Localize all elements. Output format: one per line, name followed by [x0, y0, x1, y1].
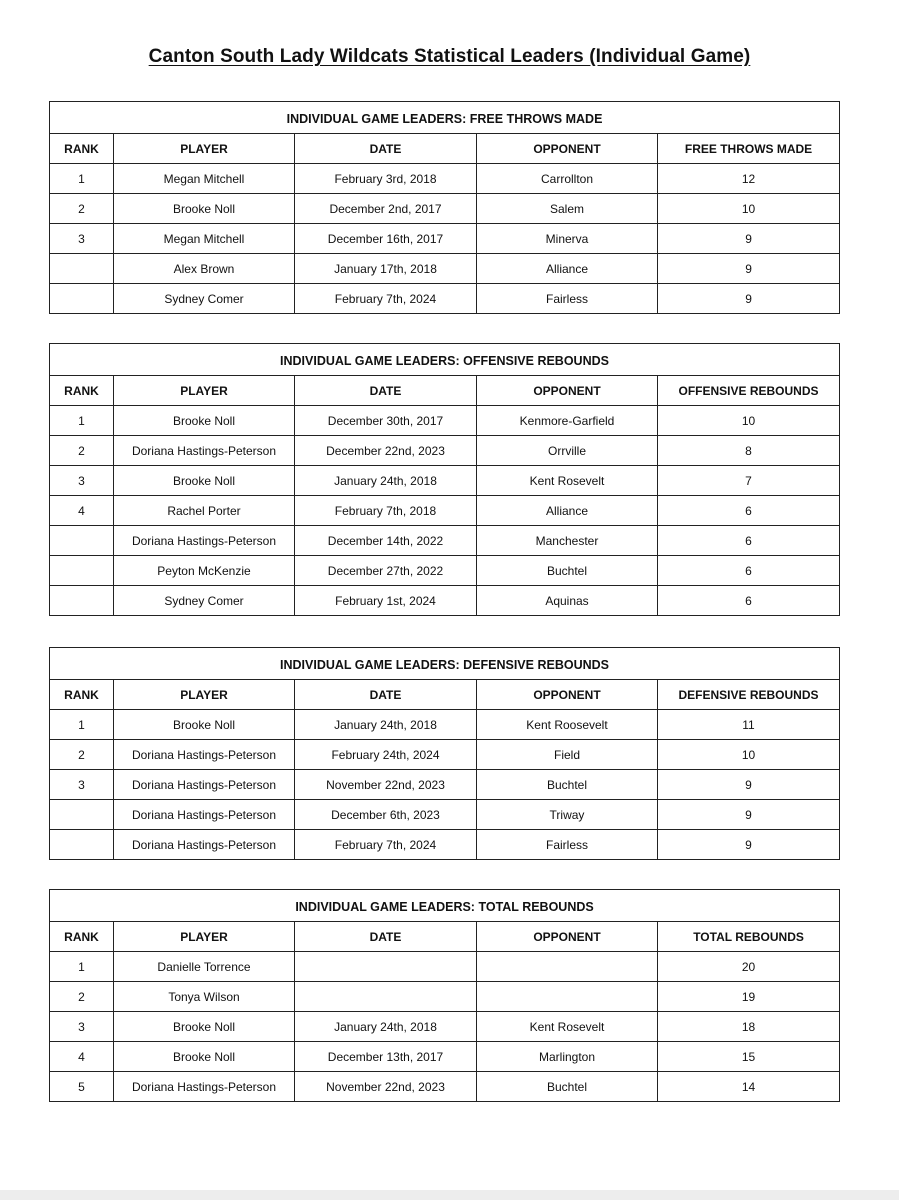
table-heading: INDIVIDUAL GAME LEADERS: DEFENSIVE REBOUNDS: [50, 648, 840, 680]
cell-opponent: Buchtel: [477, 770, 658, 800]
cell-rank: 5: [50, 1072, 114, 1102]
cell-date: January 24th, 2018: [295, 710, 477, 740]
table-row: [50, 1072, 840, 1102]
cell-stat-value: 9: [658, 254, 840, 284]
cell-player: Danielle Torrence: [114, 952, 295, 982]
cell-opponent: Minerva: [477, 224, 658, 254]
table-row: [50, 224, 840, 254]
cell-stat-value: 9: [658, 224, 840, 254]
cell-date: December 22nd, 2023: [295, 436, 477, 466]
table-row: [50, 800, 840, 830]
table-row: [50, 770, 840, 800]
cell-date: November 22nd, 2023: [295, 770, 477, 800]
cell-player: Rachel Porter: [114, 496, 295, 526]
cell-stat-value: 6: [658, 496, 840, 526]
cell-opponent: Orrville: [477, 436, 658, 466]
cell-rank: 3: [50, 224, 114, 254]
cell-player: Peyton McKenzie: [114, 556, 295, 586]
cell-rank: [50, 556, 114, 586]
table-row: [50, 740, 840, 770]
cell-opponent: Fairless: [477, 284, 658, 314]
table-row: [50, 1012, 840, 1042]
cell-stat-value: 10: [658, 194, 840, 224]
cell-stat-value: 18: [658, 1012, 840, 1042]
cell-player: Doriana Hastings-Peterson: [114, 770, 295, 800]
cell-player: Doriana Hastings-Peterson: [114, 740, 295, 770]
cell-opponent: Triway: [477, 800, 658, 830]
cell-player: Brooke Noll: [114, 406, 295, 436]
column-header-player: PLAYER: [114, 134, 295, 164]
cell-rank: [50, 800, 114, 830]
cell-opponent: [477, 982, 658, 1012]
cell-rank: [50, 586, 114, 616]
cell-date: [295, 952, 477, 982]
offensive-rebounds-table: [49, 343, 840, 616]
column-header-stat: FREE THROWS MADE: [658, 134, 840, 164]
cell-rank: 3: [50, 466, 114, 496]
cell-rank: [50, 254, 114, 284]
cell-stat-value: 9: [658, 770, 840, 800]
column-header-stat: TOTAL REBOUNDS: [658, 922, 840, 952]
table-row: [50, 556, 840, 586]
cell-rank: [50, 830, 114, 860]
cell-rank: 3: [50, 770, 114, 800]
table-row: [50, 466, 840, 496]
defensive-rebounds-table: [49, 647, 840, 860]
cell-player: Brooke Noll: [114, 194, 295, 224]
cell-date: [295, 982, 477, 1012]
cell-player: Doriana Hastings-Peterson: [114, 830, 295, 860]
cell-opponent: Buchtel: [477, 556, 658, 586]
cell-player: Alex Brown: [114, 254, 295, 284]
cell-rank: 4: [50, 496, 114, 526]
cell-rank: 1: [50, 406, 114, 436]
cell-player: Megan Mitchell: [114, 164, 295, 194]
cell-opponent: Kenmore-Garfield: [477, 406, 658, 436]
cell-stat-value: 11: [658, 710, 840, 740]
cell-player: Sydney Comer: [114, 586, 295, 616]
cell-opponent: Aquinas: [477, 586, 658, 616]
cell-player: Brooke Noll: [114, 710, 295, 740]
free-throws-table: [49, 101, 840, 314]
column-header-opponent: OPPONENT: [477, 680, 658, 710]
cell-date: January 24th, 2018: [295, 466, 477, 496]
cell-stat-value: 8: [658, 436, 840, 466]
cell-rank: 1: [50, 952, 114, 982]
column-header-rank: RANK: [50, 922, 114, 952]
page-title: Canton South Lady Wildcats Statistical Leaders (Individual Game): [148, 46, 751, 67]
cell-rank: 2: [50, 194, 114, 224]
column-header-date: DATE: [295, 134, 477, 164]
cell-date: February 7th, 2024: [295, 830, 477, 860]
column-header-rank: RANK: [50, 134, 114, 164]
cell-date: December 13th, 2017: [295, 1042, 477, 1072]
column-header-date: DATE: [295, 376, 477, 406]
page-bottom-edge: [0, 1190, 899, 1200]
cell-player: Tonya Wilson: [114, 982, 295, 1012]
cell-date: February 7th, 2018: [295, 496, 477, 526]
cell-player: Brooke Noll: [114, 466, 295, 496]
cell-opponent: Salem: [477, 194, 658, 224]
cell-opponent: Kent Rosevelt: [477, 1012, 658, 1042]
cell-date: December 6th, 2023: [295, 800, 477, 830]
cell-date: December 30th, 2017: [295, 406, 477, 436]
column-header-opponent: OPPONENT: [477, 922, 658, 952]
table-row: [50, 164, 840, 194]
cell-stat-value: 9: [658, 830, 840, 860]
cell-player: Brooke Noll: [114, 1012, 295, 1042]
table-row: [50, 982, 840, 1012]
cell-date: December 2nd, 2017: [295, 194, 477, 224]
table-heading: INDIVIDUAL GAME LEADERS: OFFENSIVE REBOUNDS: [50, 344, 840, 376]
cell-stat-value: 12: [658, 164, 840, 194]
cell-stat-value: 19: [658, 982, 840, 1012]
cell-date: February 7th, 2024: [295, 284, 477, 314]
total-rebounds-table: [49, 889, 840, 1102]
cell-opponent: Kent Roosevelt: [477, 710, 658, 740]
cell-rank: 2: [50, 436, 114, 466]
cell-stat-value: 9: [658, 284, 840, 314]
cell-opponent: Alliance: [477, 496, 658, 526]
cell-stat-value: 6: [658, 526, 840, 556]
cell-rank: 3: [50, 1012, 114, 1042]
table-row: [50, 952, 840, 982]
cell-date: November 22nd, 2023: [295, 1072, 477, 1102]
table-row: [50, 254, 840, 284]
column-header-player: PLAYER: [114, 922, 295, 952]
table-row: [50, 194, 840, 224]
column-header-stat: DEFENSIVE REBOUNDS: [658, 680, 840, 710]
cell-player: Megan Mitchell: [114, 224, 295, 254]
table-row: [50, 1042, 840, 1072]
cell-opponent: Field: [477, 740, 658, 770]
cell-stat-value: 10: [658, 406, 840, 436]
column-header-opponent: OPPONENT: [477, 134, 658, 164]
table-heading: INDIVIDUAL GAME LEADERS: FREE THROWS MADE: [50, 102, 840, 134]
table-row: [50, 496, 840, 526]
cell-stat-value: 6: [658, 586, 840, 616]
table-row: [50, 586, 840, 616]
column-header-opponent: OPPONENT: [477, 376, 658, 406]
cell-player: Doriana Hastings-Peterson: [114, 800, 295, 830]
cell-stat-value: 10: [658, 740, 840, 770]
column-header-stat: OFFENSIVE REBOUNDS: [658, 376, 840, 406]
cell-player: Sydney Comer: [114, 284, 295, 314]
cell-opponent: Manchester: [477, 526, 658, 556]
cell-date: January 24th, 2018: [295, 1012, 477, 1042]
cell-date: December 14th, 2022: [295, 526, 477, 556]
cell-date: February 1st, 2024: [295, 586, 477, 616]
cell-stat-value: 7: [658, 466, 840, 496]
table-heading: INDIVIDUAL GAME LEADERS: TOTAL REBOUNDS: [50, 890, 840, 922]
cell-stat-value: 14: [658, 1072, 840, 1102]
table-row: [50, 436, 840, 466]
cell-player: Brooke Noll: [114, 1042, 295, 1072]
cell-rank: 2: [50, 982, 114, 1012]
cell-opponent: Fairless: [477, 830, 658, 860]
cell-rank: 4: [50, 1042, 114, 1072]
cell-stat-value: 6: [658, 556, 840, 586]
cell-stat-value: 15: [658, 1042, 840, 1072]
cell-rank: [50, 284, 114, 314]
cell-date: February 24th, 2024: [295, 740, 477, 770]
cell-opponent: Marlington: [477, 1042, 658, 1072]
table-row: [50, 406, 840, 436]
column-header-rank: RANK: [50, 376, 114, 406]
table-row: [50, 526, 840, 556]
column-header-player: PLAYER: [114, 680, 295, 710]
cell-stat-value: 9: [658, 800, 840, 830]
cell-date: December 27th, 2022: [295, 556, 477, 586]
cell-stat-value: 20: [658, 952, 840, 982]
cell-player: Doriana Hastings-Peterson: [114, 436, 295, 466]
cell-rank: 1: [50, 164, 114, 194]
cell-rank: 2: [50, 740, 114, 770]
cell-rank: 1: [50, 710, 114, 740]
cell-date: January 17th, 2018: [295, 254, 477, 284]
cell-opponent: [477, 952, 658, 982]
table-row: [50, 284, 840, 314]
cell-opponent: Carrollton: [477, 164, 658, 194]
column-header-rank: RANK: [50, 680, 114, 710]
table-row: [50, 830, 840, 860]
cell-opponent: Buchtel: [477, 1072, 658, 1102]
cell-date: December 16th, 2017: [295, 224, 477, 254]
cell-rank: [50, 526, 114, 556]
cell-date: February 3rd, 2018: [295, 164, 477, 194]
table-row: [50, 710, 840, 740]
cell-opponent: Kent Rosevelt: [477, 466, 658, 496]
cell-player: Doriana Hastings-Peterson: [114, 526, 295, 556]
cell-player: Doriana Hastings-Peterson: [114, 1072, 295, 1102]
column-header-date: DATE: [295, 922, 477, 952]
cell-opponent: Alliance: [477, 254, 658, 284]
column-header-player: PLAYER: [114, 376, 295, 406]
column-header-date: DATE: [295, 680, 477, 710]
